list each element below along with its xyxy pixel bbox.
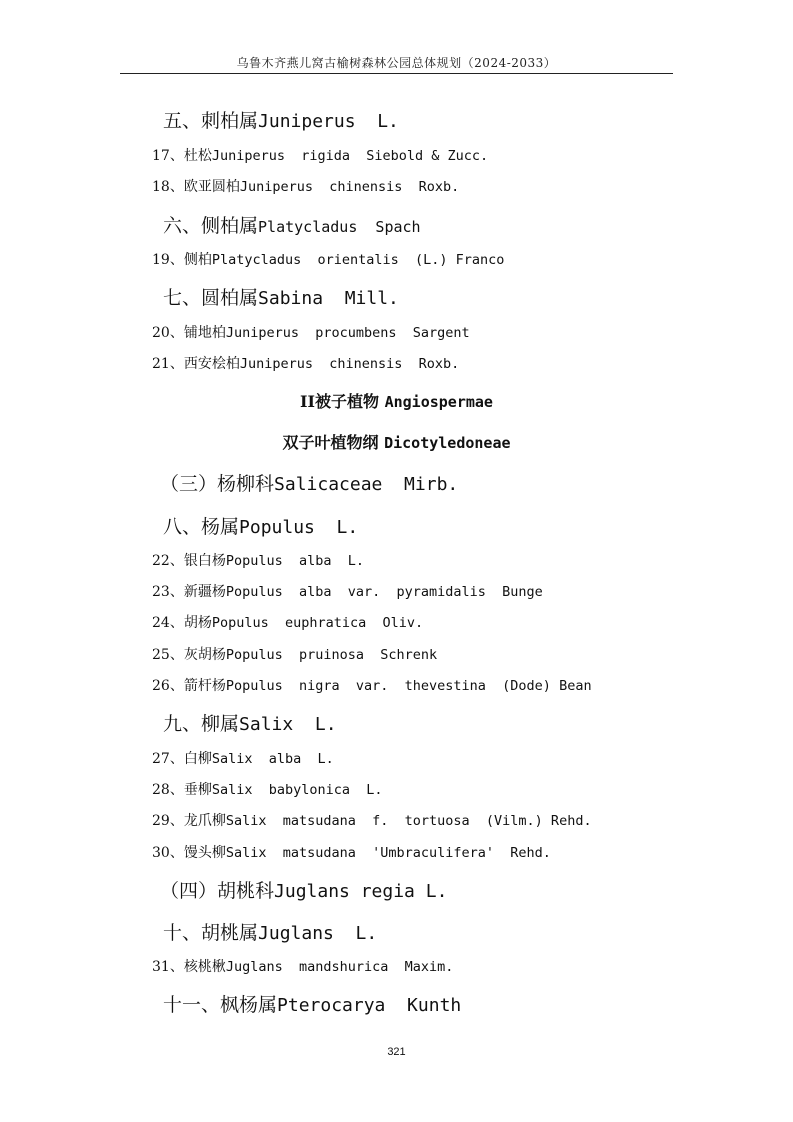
species-item-22 bbox=[152, 550, 364, 570]
heading-chinese: 十、胡桃属 bbox=[163, 922, 259, 944]
family-heading-salicaceae bbox=[160, 469, 458, 496]
section-heading-dicotyledoneae bbox=[0, 430, 793, 453]
heading-chinese: 十一、枫杨属 bbox=[163, 994, 278, 1016]
genus-heading-juglans bbox=[163, 918, 377, 945]
item-latin: Salix matsudana 'Umbraculifera' Rehd. bbox=[225, 845, 551, 861]
genus-heading-populus bbox=[163, 512, 358, 539]
heading-chinese: （三）杨柳科 bbox=[160, 473, 275, 495]
item-chinese: 27、白柳 bbox=[152, 751, 212, 767]
family-heading-juglandaceae bbox=[160, 876, 447, 903]
running-header: 乌鲁木齐燕儿窝古榆树森林公园总体规划（2024-2033） bbox=[236, 56, 557, 70]
species-item-20 bbox=[152, 322, 470, 342]
section-chinese: II被子植物 bbox=[300, 392, 380, 411]
item-latin: Salix matsudana f. tortuosa (Vilm.) Rehd. bbox=[225, 813, 592, 829]
item-latin: Juniperus procumbens Sargent bbox=[225, 325, 470, 341]
species-item-17 bbox=[152, 145, 488, 165]
item-latin: Populus pruinosa Schrenk bbox=[225, 647, 438, 663]
item-latin: Juniperus chinensis Roxb. bbox=[239, 179, 460, 195]
heading-latin: Pterocarya Kunth bbox=[277, 995, 462, 1016]
item-latin: Juniperus chinensis Roxb. bbox=[239, 356, 460, 372]
item-chinese: 23、新疆杨 bbox=[152, 584, 226, 600]
species-item-29 bbox=[152, 810, 592, 830]
species-item-28 bbox=[152, 779, 383, 799]
species-item-21 bbox=[152, 353, 459, 373]
species-item-24 bbox=[152, 612, 423, 632]
item-latin: Juglans mandshurica Maxim. bbox=[225, 959, 454, 975]
species-item-27 bbox=[152, 748, 334, 768]
genus-heading-salix bbox=[163, 709, 337, 736]
heading-chinese: 五、刺柏属 bbox=[163, 110, 259, 132]
genus-heading-juniperus bbox=[163, 106, 399, 133]
item-chinese: 22、银白杨 bbox=[152, 553, 226, 569]
species-item-18 bbox=[152, 176, 459, 196]
item-chinese: 21、西安桧柏 bbox=[152, 356, 240, 372]
item-latin: Populus nigra var. thevestina (Dode) Bean bbox=[225, 678, 592, 694]
item-chinese: 17、杜松 bbox=[152, 148, 212, 164]
page-number: 321 bbox=[387, 1046, 406, 1058]
header-rule bbox=[120, 73, 673, 74]
item-chinese: 29、龙爪柳 bbox=[152, 813, 226, 829]
species-item-25 bbox=[152, 644, 437, 664]
genus-heading-platycladus bbox=[163, 211, 421, 238]
heading-chinese: 八、杨属 bbox=[163, 516, 240, 538]
species-item-26 bbox=[152, 675, 592, 695]
heading-chinese: 六、侧柏属 bbox=[163, 215, 259, 237]
genus-heading-pterocarya bbox=[163, 990, 461, 1017]
item-chinese: 19、侧柏 bbox=[152, 252, 212, 268]
item-chinese: 25、灰胡杨 bbox=[152, 647, 226, 663]
species-item-30 bbox=[152, 842, 551, 862]
species-item-19 bbox=[152, 249, 504, 269]
section-heading-angiospermae bbox=[0, 389, 793, 412]
item-chinese: 28、垂柳 bbox=[152, 782, 212, 798]
item-latin: Populus euphratica Oliv. bbox=[211, 615, 424, 631]
section-latin: Dicotyledoneae bbox=[384, 434, 511, 452]
item-chinese: 20、铺地柏 bbox=[152, 325, 226, 341]
heading-chinese: 九、柳属 bbox=[163, 713, 240, 735]
heading-latin: Sabina Mill. bbox=[258, 288, 399, 309]
item-chinese: 31、核桃楸 bbox=[152, 959, 226, 975]
heading-chinese: 七、圆柏属 bbox=[163, 287, 259, 309]
species-item-31 bbox=[152, 956, 453, 976]
heading-latin: Platycladus Spach bbox=[258, 218, 421, 236]
item-latin: Salix babylonica L. bbox=[211, 782, 383, 798]
species-item-23 bbox=[152, 581, 543, 601]
item-latin: Salix alba L. bbox=[211, 751, 334, 767]
heading-latin: Juglans regia L. bbox=[274, 881, 448, 902]
item-latin: Juniperus rigida Siebold & Zucc. bbox=[211, 148, 489, 164]
heading-latin: Juniperus L. bbox=[258, 111, 399, 132]
item-latin: Platycladus orientalis (L.) Franco bbox=[211, 252, 505, 268]
section-chinese: 双子叶植物纲 bbox=[282, 433, 379, 452]
item-chinese: 26、箭杆杨 bbox=[152, 678, 226, 694]
item-chinese: 18、欧亚圆柏 bbox=[152, 179, 240, 195]
item-chinese: 24、胡杨 bbox=[152, 615, 212, 631]
item-latin: Populus alba var. pyramidalis Bunge bbox=[225, 584, 543, 600]
section-latin: Angiospermae bbox=[384, 393, 493, 411]
item-chinese: 30、馒头柳 bbox=[152, 845, 226, 861]
item-latin: Populus alba L. bbox=[225, 553, 364, 569]
heading-chinese: （四）胡桃科 bbox=[160, 880, 275, 902]
heading-latin: Populus L. bbox=[239, 517, 359, 538]
heading-latin: Juglans L. bbox=[258, 923, 378, 944]
heading-latin: Salix L. bbox=[239, 714, 337, 735]
heading-latin: Salicaceae Mirb. bbox=[274, 474, 459, 495]
genus-heading-sabina bbox=[163, 283, 399, 310]
